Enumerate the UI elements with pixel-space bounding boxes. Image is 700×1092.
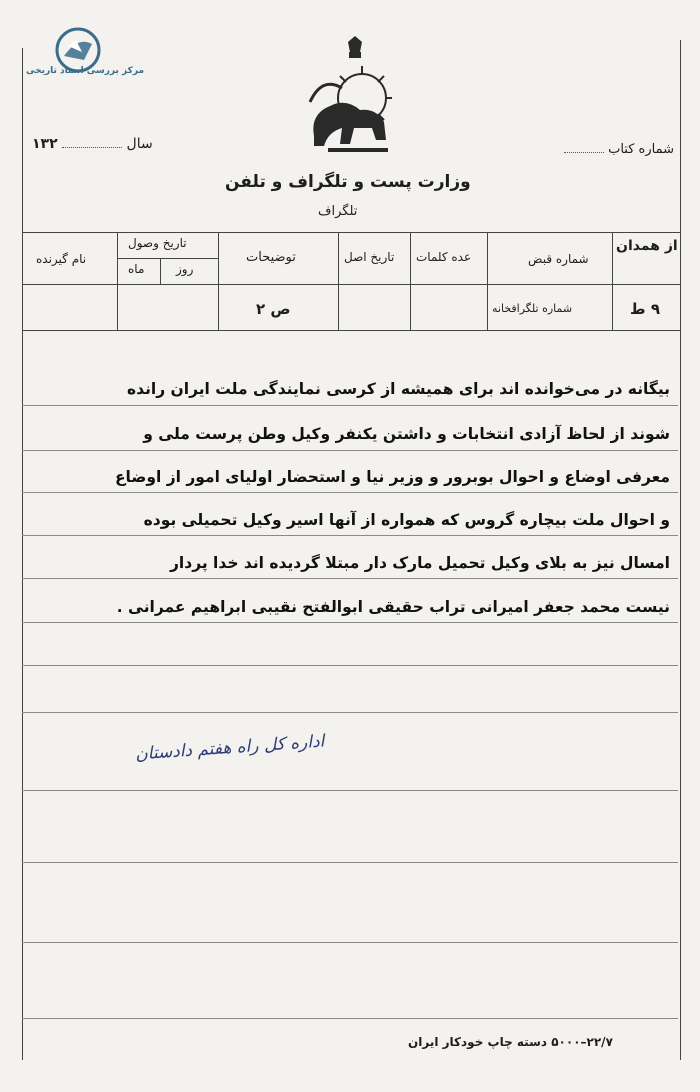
receipt-date-label: تاریخ وصول bbox=[128, 236, 187, 250]
body-line: و احوال ملت بیچاره گروس که همواره از آنها اسیر وکیل تحمیلی بوده bbox=[143, 511, 670, 529]
book-number-label: شماره کتاب bbox=[564, 142, 674, 157]
prev-number-label: شماره قبض bbox=[528, 252, 589, 266]
origin-label: از bbox=[664, 238, 678, 254]
watermark-text: مرکز بررسی اسناد تاریخی bbox=[26, 66, 145, 76]
print-footer: ۲۲/۷–۵۰۰۰ دسته چاپ خودکار ایران bbox=[408, 1035, 613, 1049]
year-label: سال bbox=[126, 136, 153, 152]
body-line: امسال نیز به بلای وکیل تحمیل مارک دار مبتلا گردیده اند خدا پردار bbox=[170, 554, 670, 572]
year-value: ۱۳۲ bbox=[32, 136, 58, 152]
notes-value: ص ۲ bbox=[256, 300, 291, 318]
original-date-label: تاریخ اصل bbox=[344, 250, 395, 264]
recipient-name-label: نام گیرنده bbox=[36, 252, 87, 266]
notes-label: توضیحات bbox=[246, 250, 296, 265]
frame-left-border bbox=[22, 48, 23, 1060]
words-count-label: عده کلمات bbox=[416, 250, 472, 264]
ministry-title: وزارت پست و تلگراف و تلفن bbox=[225, 172, 471, 192]
handwritten-note: اداره کل راه هفتم دادستان bbox=[134, 731, 325, 765]
year-field bbox=[32, 136, 153, 152]
month-label: ماه bbox=[128, 262, 145, 276]
frame-right-border bbox=[680, 40, 681, 1060]
form-type-title: تلگراف bbox=[318, 204, 358, 219]
body-line: نیست محمد جعفر امیرانی تراب حقیقی ابوالفتح نقیبی ابراهیم عمرانی . bbox=[116, 598, 670, 616]
day-label: روز bbox=[176, 262, 194, 276]
first-cell-value: ۹ ط bbox=[630, 300, 660, 318]
origin-field bbox=[616, 238, 678, 254]
body-line: معرفی اوضاع و احوال بوبرور و وزیر نیا و استحضار اولیای امور از اوضاع bbox=[114, 468, 670, 486]
lion-and-sun-emblem bbox=[300, 36, 410, 161]
origin-value: همدان bbox=[616, 238, 660, 254]
telegraph-number-label: شماره تلگرافخانه bbox=[492, 302, 573, 315]
body-line: بیگانه در می‌خوانده اند برای همیشه از کرسی نمایندگی ملت ایران رانده bbox=[127, 380, 670, 398]
body-line: شوند از لحاظ آزادی انتخابات و داشتن یکنفر وکیل وطن پرست ملی و bbox=[143, 425, 670, 443]
watermark-logo bbox=[26, 26, 145, 86]
